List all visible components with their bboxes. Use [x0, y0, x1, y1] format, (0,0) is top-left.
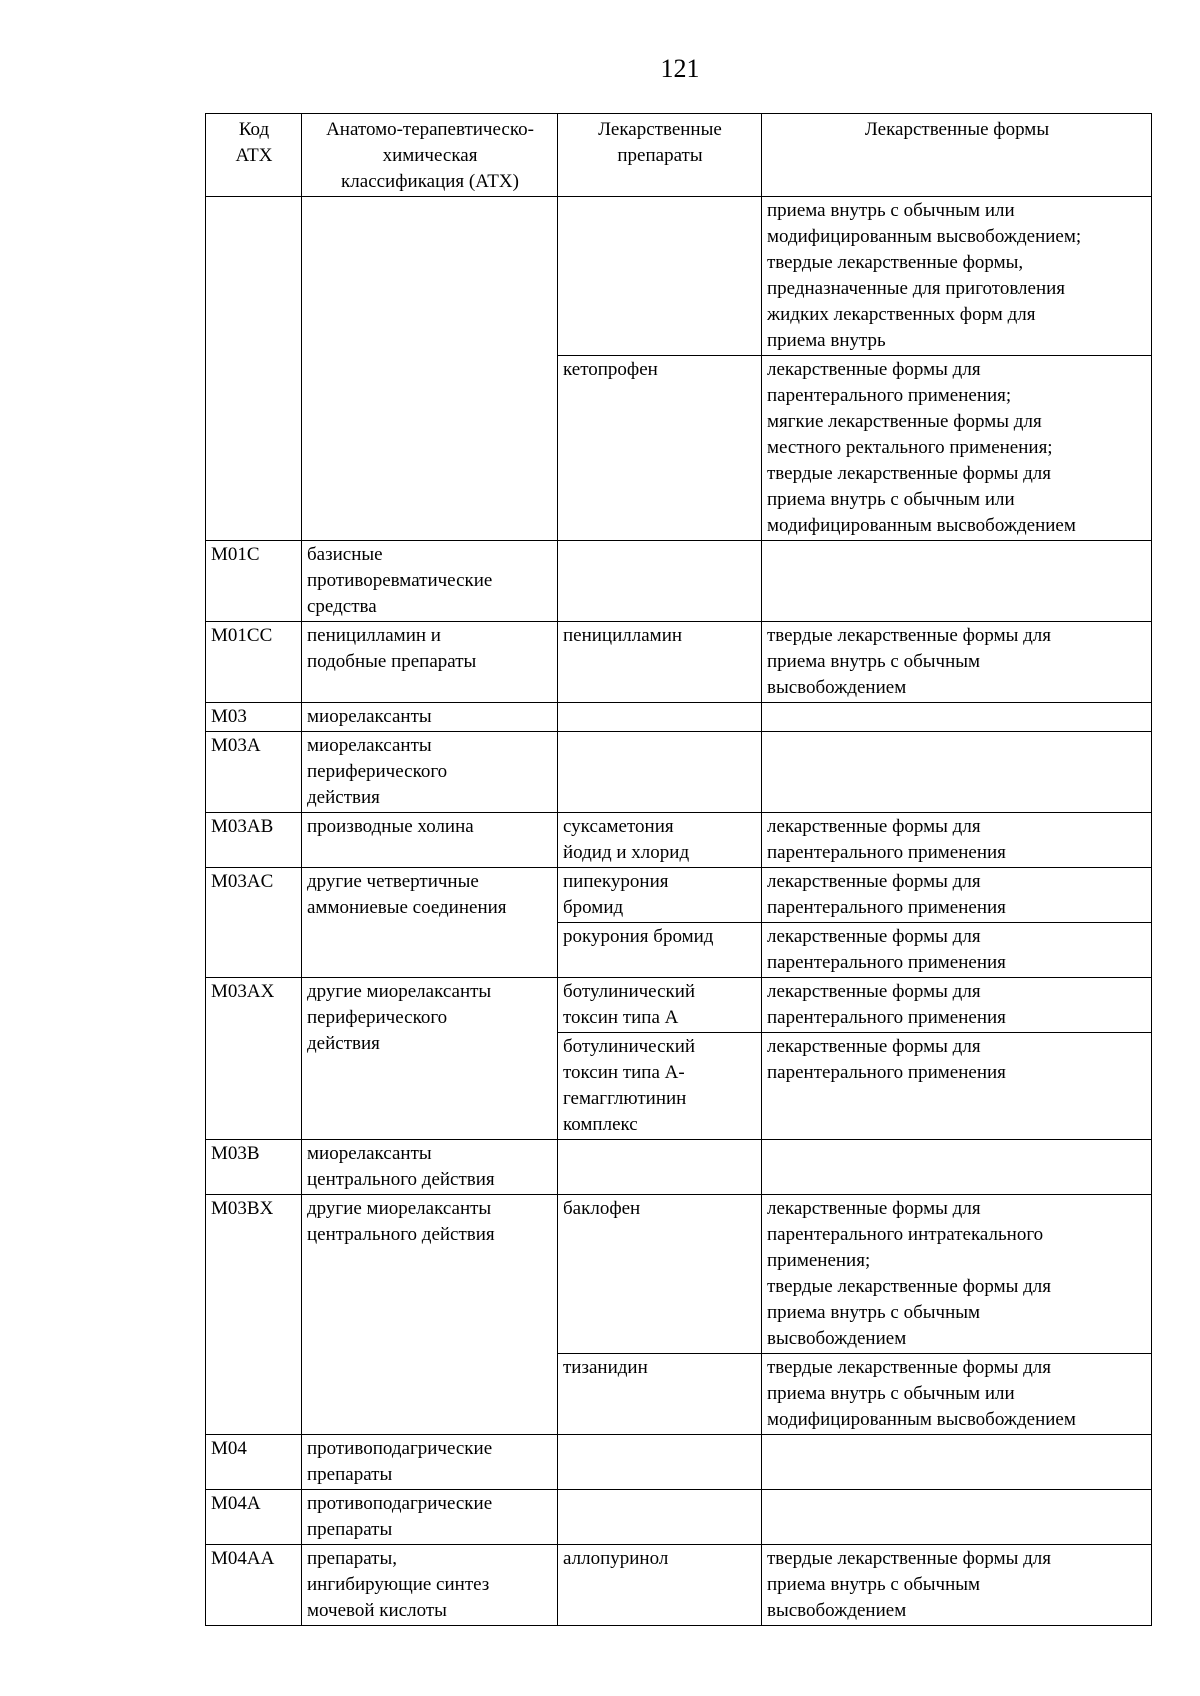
table-row: [206, 978, 1152, 1033]
table-row: [206, 732, 1152, 813]
classification-cell: [302, 197, 558, 541]
forms-cell: [762, 1490, 1152, 1545]
atx-code-cell: [206, 197, 302, 541]
classification-cell: другие четвертичные аммониевые соединения: [302, 868, 558, 978]
classification-cell: миорелаксанты: [302, 703, 558, 732]
drug-cell: пипекурония бромид: [558, 868, 762, 923]
table-row: [206, 541, 1152, 622]
forms-cell: твердые лекарственные формы для приема внутрь с обычным высвобождением: [762, 622, 1152, 703]
forms-cell: лекарственные формы для парентерального применения: [762, 1033, 1152, 1140]
forms-cell: лекарственные формы для парентерального применения: [762, 978, 1152, 1033]
forms-cell: твердые лекарственные формы для приема внутрь с обычным или модифицированным высвобождением: [762, 1354, 1152, 1435]
classification-cell: противоподагрические препараты: [302, 1490, 558, 1545]
atx-code-cell: M01C: [206, 541, 302, 622]
table-row: [206, 1545, 1152, 1626]
drug-cell: ботулинический токсин типа А: [558, 978, 762, 1033]
atx-code-cell: M04A: [206, 1490, 302, 1545]
drug-cell: ботулинический токсин типа А- гемагглютинин комплекс: [558, 1033, 762, 1140]
classification-cell: другие миорелаксанты центрального действия: [302, 1195, 558, 1435]
header-code: Код ATX: [206, 114, 302, 197]
forms-cell: лекарственные формы для парентерального применения: [762, 813, 1152, 868]
forms-cell: [762, 541, 1152, 622]
classification-cell: миорелаксанты периферического действия: [302, 732, 558, 813]
forms-cell: лекарственные формы для парентерального применения; мягкие лекарственные формы для местного ректального применения; твердые лекарственные формы для приема внутрь с обычным или модифицированным высвобождением: [762, 356, 1152, 541]
header-classification: Анатомо-терапевтическо- химическая классификация (АТХ): [302, 114, 558, 197]
table-row: [206, 813, 1152, 868]
drug-cell: [558, 197, 762, 356]
drug-cell: [558, 732, 762, 813]
table-row: [206, 868, 1152, 923]
forms-cell: твердые лекарственные формы для приема внутрь с обычным высвобождением: [762, 1545, 1152, 1626]
forms-cell: лекарственные формы для парентерального применения: [762, 868, 1152, 923]
drug-cell: рокурония бромид: [558, 923, 762, 978]
drug-cell: [558, 703, 762, 732]
atx-code-cell: M01CC: [206, 622, 302, 703]
forms-cell: лекарственные формы для парентерального интратекального применения; твердые лекарственные формы для приема внутрь с обычным высвобождением: [762, 1195, 1152, 1354]
classification-cell: базисные противоревматические средства: [302, 541, 558, 622]
atx-table: [205, 113, 1152, 1626]
drug-cell: [558, 1490, 762, 1545]
header-drugs: Лекарственные препараты: [558, 114, 762, 197]
drug-cell: кетопрофен: [558, 356, 762, 541]
classification-cell: другие миорелаксанты периферического действия: [302, 978, 558, 1140]
drug-cell: [558, 541, 762, 622]
table-row: [206, 1140, 1152, 1195]
classification-cell: миорелаксанты центрального действия: [302, 1140, 558, 1195]
page-number: 121: [660, 54, 700, 83]
atx-code-cell: M03AC: [206, 868, 302, 978]
drug-cell: аллопуринол: [558, 1545, 762, 1626]
forms-cell: лекарственные формы для парентерального применения: [762, 923, 1152, 978]
classification-cell: производные холина: [302, 813, 558, 868]
table-row: [206, 1435, 1152, 1490]
atx-code-cell: M04AA: [206, 1545, 302, 1626]
table-row: [206, 1490, 1152, 1545]
classification-cell: препараты, ингибирующие синтез мочевой кислоты: [302, 1545, 558, 1626]
forms-cell: [762, 732, 1152, 813]
atx-code-cell: M03AX: [206, 978, 302, 1140]
table-row: [206, 197, 1152, 356]
atx-code-cell: M03B: [206, 1140, 302, 1195]
atx-code-cell: M03BX: [206, 1195, 302, 1435]
drug-cell: суксаметония йодид и хлорид: [558, 813, 762, 868]
table-header-row: [206, 114, 1152, 197]
drug-cell: [558, 1435, 762, 1490]
table-row: [206, 703, 1152, 732]
atx-code-cell: M03: [206, 703, 302, 732]
table-row: [206, 622, 1152, 703]
drug-cell: [558, 1140, 762, 1195]
forms-cell: [762, 1140, 1152, 1195]
atx-code-cell: M03A: [206, 732, 302, 813]
drug-cell: пеницилламин: [558, 622, 762, 703]
forms-cell: [762, 1435, 1152, 1490]
forms-cell: приема внутрь с обычным или модифицированным высвобождением; твердые лекарственные формы, предназначенные для приготовления жидких лекарственных форм для приема внутрь: [762, 197, 1152, 356]
forms-cell: [762, 703, 1152, 732]
classification-cell: противоподагрические препараты: [302, 1435, 558, 1490]
drug-cell: баклофен: [558, 1195, 762, 1354]
header-forms: Лекарственные формы: [762, 114, 1152, 197]
drug-cell: тизанидин: [558, 1354, 762, 1435]
atx-code-cell: M03AB: [206, 813, 302, 868]
classification-cell: пеницилламин и подобные препараты: [302, 622, 558, 703]
atx-code-cell: M04: [206, 1435, 302, 1490]
table-row: [206, 1195, 1152, 1354]
